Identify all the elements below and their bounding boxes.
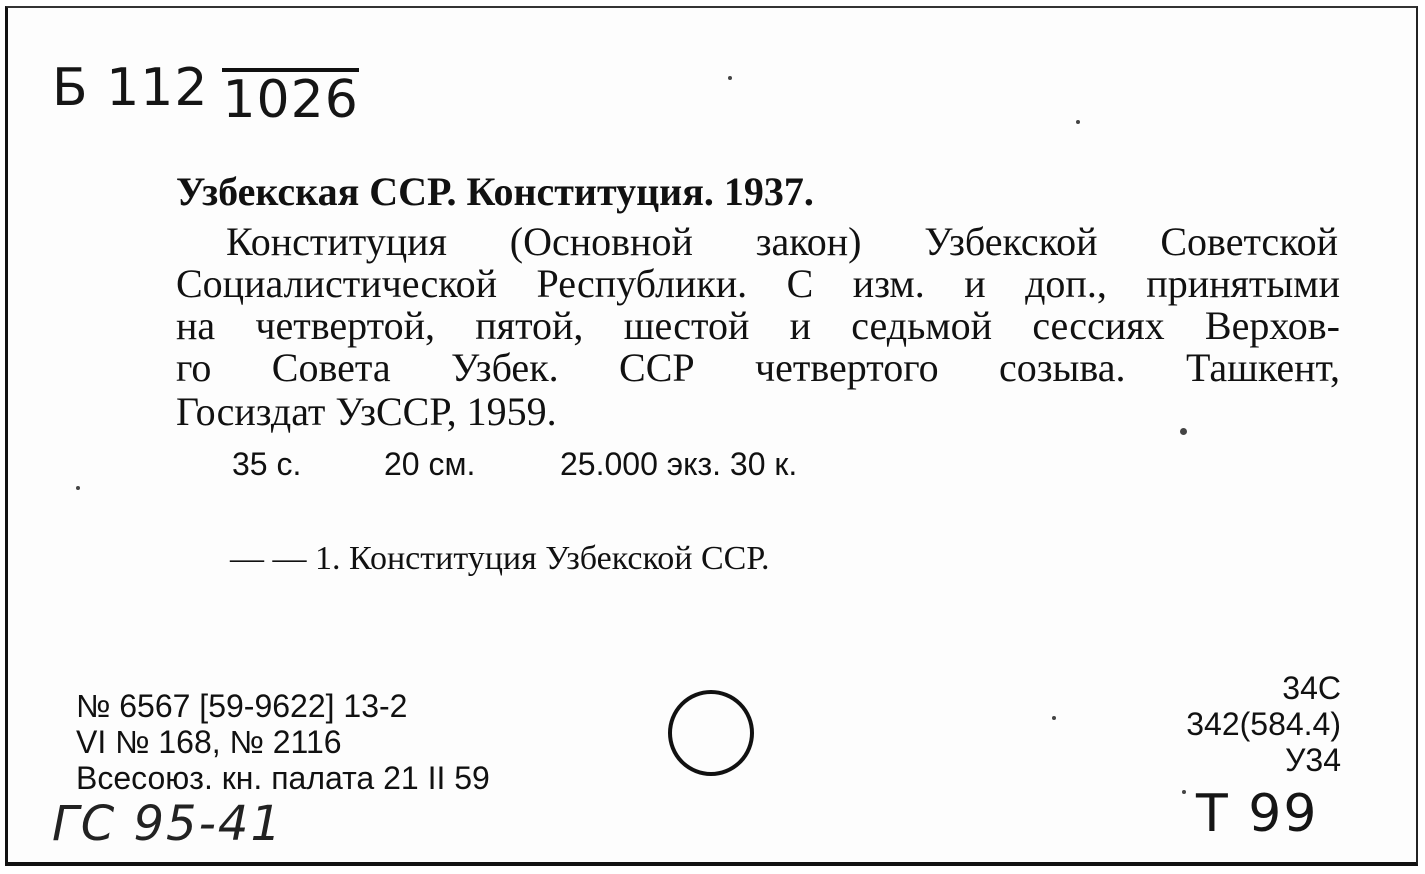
- ink-speck: [76, 486, 80, 490]
- registry-line: Всесоюз. кн. палата 21 II 59: [76, 760, 490, 796]
- ink-speck: [728, 76, 732, 80]
- subject-heading: — — 1. Конституция Узбекской ССР.: [230, 540, 770, 577]
- classification-line: У34: [1285, 742, 1341, 778]
- shelfmark-prefix: Б 112: [52, 58, 209, 118]
- ink-speck: [1052, 716, 1056, 720]
- ink-speck: [1076, 120, 1080, 124]
- shelfmark: [52, 58, 359, 130]
- description-line: Конституция (Основной закон) Узбекской Советской: [226, 219, 1338, 264]
- registry-info: [76, 688, 490, 796]
- description-line: Госиздат УзССР, 1959.: [176, 389, 557, 434]
- classification-codes: [1186, 670, 1341, 778]
- copies-price: 25.000 экз. 30 к.: [560, 446, 798, 482]
- registry-line: VI № 168, № 2116: [76, 724, 342, 760]
- description-line: го Совета Узбек. ССР четвертого созыва. Ташкент,: [176, 345, 1340, 390]
- page-count: 35 с.: [232, 446, 302, 482]
- handwritten-note-left: ГС 95-41: [52, 796, 283, 852]
- ink-speck: [1180, 428, 1187, 435]
- classification-line: 34С: [1282, 670, 1341, 706]
- card-punch-hole: [668, 690, 754, 776]
- description-line: Социалистической Республики. С изм. и доп., принятыми: [176, 261, 1340, 306]
- description-line: на четвертой, пятой, шестой и седьмой сессиях Верхов-: [176, 303, 1340, 348]
- book-size: 20 см.: [384, 446, 476, 482]
- ink-speck: [1182, 790, 1186, 794]
- shelfmark-number: 1026: [222, 70, 359, 130]
- registry-line: № 6567 [59-9622] 13-2: [76, 688, 408, 724]
- handwritten-note-right: Т 99: [1196, 784, 1319, 844]
- classification-line: 342(584.4): [1186, 706, 1341, 742]
- card-heading: Узбекская ССР. Конституция. 1937.: [176, 169, 814, 214]
